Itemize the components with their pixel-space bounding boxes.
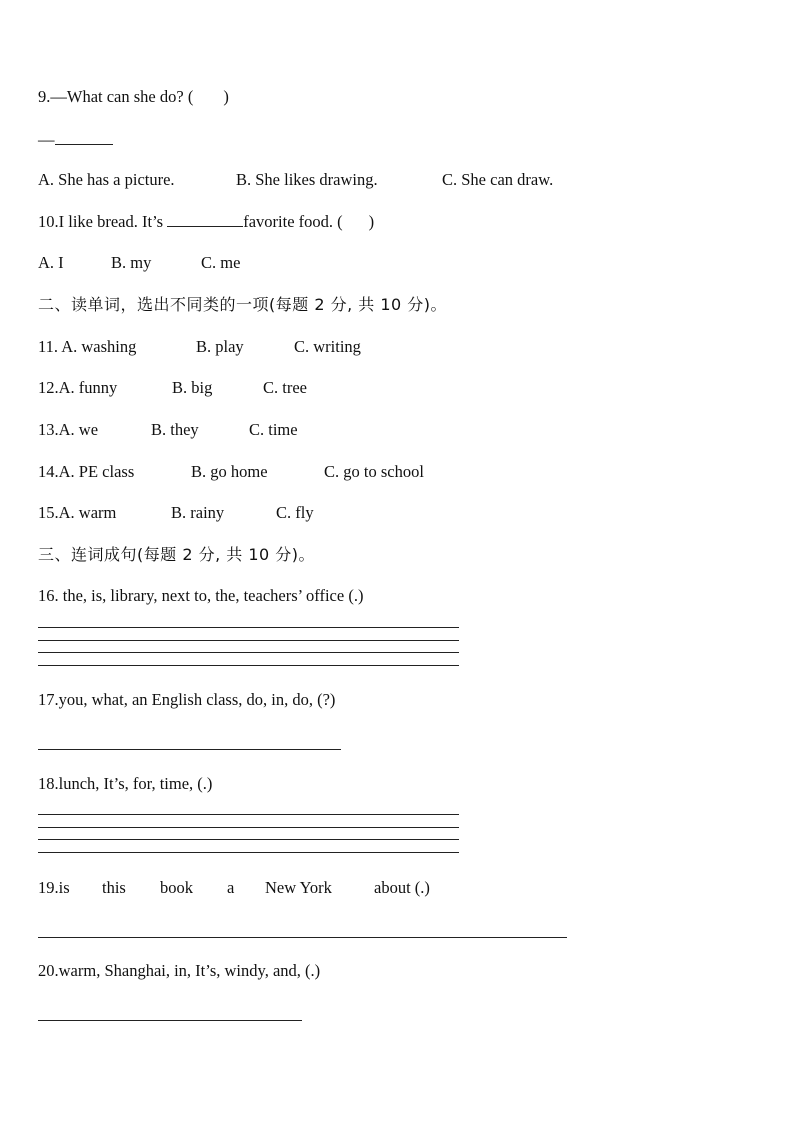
- question-12: [38, 378, 758, 398]
- question-10: [38, 212, 374, 232]
- question-15-option-c[interactable]: C. fly: [276, 503, 314, 522]
- question-10-blank[interactable]: [167, 212, 243, 227]
- answer-line[interactable]: [38, 627, 459, 628]
- option-a[interactable]: A. I: [38, 253, 64, 272]
- question-17-prompt: 17.you, what, an English class, do, in, do, (?): [38, 690, 336, 709]
- question-13-option-a[interactable]: 13.A. we: [38, 420, 99, 439]
- question-18-prompt: 18.lunch, It’s, for, time, (.): [38, 774, 213, 793]
- answer-line[interactable]: [38, 852, 459, 853]
- option-c[interactable]: C. She can draw.: [442, 170, 554, 189]
- question-10-prompt: 10.I like bread. It’s: [38, 212, 164, 231]
- question-11-option-b[interactable]: B. play: [196, 337, 244, 356]
- section-3-heading: 三、连词成句(每题 2 分, 共 10 分)。: [38, 545, 316, 564]
- question-15: [38, 503, 758, 523]
- question-14-option-a[interactable]: 14.A. PE class: [38, 462, 135, 481]
- question-14: [38, 462, 758, 482]
- question-10-close-paren: ): [368, 212, 375, 231]
- question-13-option-b[interactable]: B. they: [151, 420, 199, 439]
- question-15-option-a[interactable]: 15.A. warm: [38, 503, 117, 522]
- question-12-option-c[interactable]: C. tree: [263, 378, 307, 397]
- question-9-prompt: 9.—What can she do? (: [38, 87, 194, 106]
- question-9-answer-line: [38, 130, 113, 150]
- question-9: [38, 87, 229, 107]
- question-11-option-c[interactable]: C. writing: [294, 337, 361, 356]
- question-14-option-c[interactable]: C. go to school: [324, 462, 424, 481]
- answer-line[interactable]: [38, 937, 567, 938]
- question-11: [38, 337, 758, 357]
- word: 19.is: [38, 878, 70, 897]
- word: this: [102, 878, 126, 897]
- question-14-option-b[interactable]: B. go home: [191, 462, 268, 481]
- option-a[interactable]: A. She has a picture.: [38, 170, 175, 189]
- question-9-close-paren: ): [223, 87, 229, 106]
- word: New York: [265, 878, 332, 897]
- word: about (.): [374, 878, 430, 897]
- answer-line[interactable]: [38, 814, 459, 815]
- question-12-option-a[interactable]: 12.A. funny: [38, 378, 118, 397]
- option-b[interactable]: B. my: [111, 253, 152, 272]
- question-20-prompt: 20.warm, Shanghai, in, It’s, windy, and, (.): [38, 961, 321, 980]
- answer-line[interactable]: [38, 827, 459, 828]
- answer-line[interactable]: [38, 749, 341, 750]
- answer-line[interactable]: [38, 640, 459, 641]
- question-10-after-blank: favorite food. (: [243, 212, 343, 231]
- answer-blank[interactable]: [55, 130, 113, 145]
- answer-line[interactable]: [38, 839, 459, 840]
- question-10-options: [38, 253, 758, 273]
- answer-dash: —: [38, 130, 55, 149]
- word: book: [160, 878, 193, 897]
- question-11-option-a[interactable]: 11. A. washing: [38, 337, 137, 356]
- answer-line[interactable]: [38, 652, 459, 653]
- question-19-prompt: [38, 878, 758, 898]
- question-13: [38, 420, 758, 440]
- question-16-prompt: 16. the, is, library, next to, the, teachers’ office (.): [38, 586, 364, 605]
- question-9-options: [38, 170, 758, 190]
- word: a: [227, 878, 235, 897]
- question-13-option-c[interactable]: C. time: [249, 420, 298, 439]
- answer-line[interactable]: [38, 1020, 302, 1021]
- option-b[interactable]: B. She likes drawing.: [236, 170, 378, 189]
- question-12-option-b[interactable]: B. big: [172, 378, 213, 397]
- option-c[interactable]: C. me: [201, 253, 241, 272]
- section-2-heading: 二、读单词，选出不同类的一项(每题 2 分, 共 10 分)。: [38, 295, 448, 314]
- answer-line[interactable]: [38, 665, 459, 666]
- question-15-option-b[interactable]: B. rainy: [171, 503, 225, 522]
